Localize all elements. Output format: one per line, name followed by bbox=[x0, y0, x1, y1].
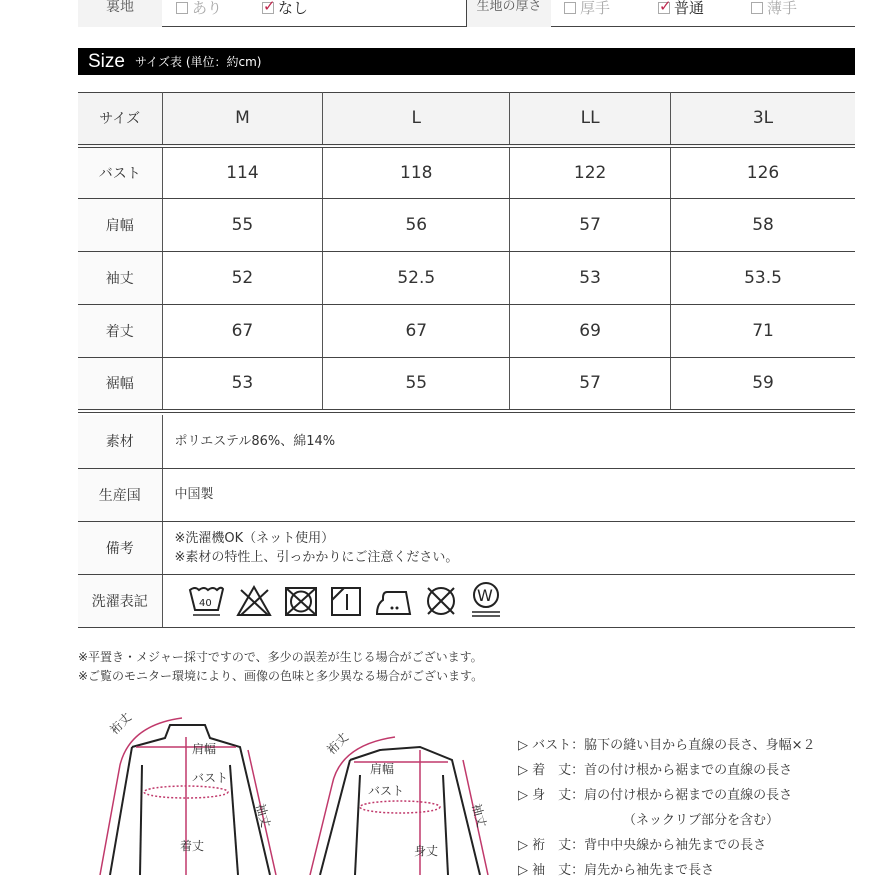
wash-40-icon bbox=[187, 584, 225, 618]
header-cell: 3L bbox=[671, 93, 855, 146]
table-row bbox=[78, 146, 855, 199]
table-cell: 58 bbox=[671, 199, 855, 252]
material-row bbox=[78, 415, 855, 468]
care-row bbox=[78, 574, 855, 627]
table-cell: 52.5 bbox=[323, 252, 510, 305]
table-row bbox=[78, 305, 855, 358]
iron-medium-icon bbox=[373, 584, 413, 618]
header-cell: サイズ bbox=[78, 93, 162, 146]
remark: ※洗濯機OK（ネット使用） bbox=[174, 530, 335, 546]
thickness-option-thin: 薄手 bbox=[751, 0, 797, 18]
table-cell: 126 bbox=[671, 146, 855, 199]
line-dry-shade-icon bbox=[329, 584, 363, 618]
table-row bbox=[78, 199, 855, 252]
label-mitake: 身丈 bbox=[414, 844, 439, 858]
info-table bbox=[78, 415, 855, 628]
material-value: ポリエステル86%、綿14% bbox=[162, 415, 855, 468]
table-cell: 55 bbox=[323, 358, 510, 411]
measurement-diagram bbox=[70, 705, 510, 875]
thickness-label: 生地の厚さ bbox=[467, 0, 551, 27]
header-cell: M bbox=[162, 93, 323, 146]
lining-label: 裏地 bbox=[78, 0, 162, 27]
care-label: 洗濯表記 bbox=[78, 574, 162, 627]
size-table bbox=[78, 92, 855, 413]
table-cell: 69 bbox=[510, 305, 671, 358]
table-cell: 122 bbox=[510, 146, 671, 199]
legend-item: ▷ 着 丈：首の付け根から裾までの直線の長さ bbox=[518, 763, 793, 778]
size-title: Size bbox=[88, 50, 125, 72]
table-header-row bbox=[78, 93, 855, 146]
remarks-row bbox=[78, 521, 855, 574]
legend-item: ▷ 身 丈：肩の付け根から裾までの直線の長さ bbox=[518, 788, 793, 803]
table-cell: 67 bbox=[323, 305, 510, 358]
no-bleach-icon bbox=[235, 584, 273, 618]
origin-value: 中国製 bbox=[162, 468, 855, 521]
table-cell: 57 bbox=[510, 358, 671, 411]
label-yuki-2: 裄丈 bbox=[324, 730, 352, 758]
row-label: 着丈 bbox=[78, 305, 162, 358]
row-label: 肩幅 bbox=[78, 199, 162, 252]
table-cell: 71 bbox=[671, 305, 855, 358]
size-section-header bbox=[78, 48, 855, 75]
table-cell: 53.5 bbox=[671, 252, 855, 305]
label-katahaba-2: 肩幅 bbox=[370, 762, 395, 776]
remarks-label: 備考 bbox=[78, 521, 162, 574]
table-cell: 59 bbox=[671, 358, 855, 411]
header-cell: L bbox=[323, 93, 510, 146]
table-cell: 114 bbox=[162, 146, 323, 199]
legend-item: ▷ 裄 丈：背中中央線から袖先までの長さ bbox=[518, 838, 767, 853]
label-bust-2: バスト bbox=[368, 784, 405, 798]
table-cell: 57 bbox=[510, 199, 671, 252]
table-cell: 67 bbox=[162, 305, 323, 358]
table-cell: 53 bbox=[510, 252, 671, 305]
table-cell: 55 bbox=[162, 199, 323, 252]
remark: ※素材の特性上、引っかかりにご注意ください。 bbox=[174, 549, 459, 565]
table-cell: 56 bbox=[323, 199, 510, 252]
lining-option-ari: あり bbox=[176, 0, 222, 18]
header-cell: LL bbox=[510, 93, 671, 146]
thickness-option-thick: 厚手 bbox=[564, 0, 610, 18]
lining-option-nashi: ✓ なし bbox=[262, 0, 308, 18]
wet-letter: W bbox=[476, 585, 493, 605]
row-label: 袖丈 bbox=[78, 252, 162, 305]
note: ※平置き・メジャー採寸ですので、多少の誤差が生じる場合がございます。 bbox=[78, 650, 483, 664]
table-cell: 53 bbox=[162, 358, 323, 411]
origin-label: 生産国 bbox=[78, 468, 162, 521]
note: ※ご覧のモニター環境により、画像の色味と多少異なる場合がございます。 bbox=[78, 669, 484, 683]
legend-item: ▷ バスト：脇下の縫い目から直線の長さ、身幅×２ bbox=[518, 738, 816, 753]
legend-item: （ネックリブ部分を含む） bbox=[623, 813, 780, 828]
origin-row bbox=[78, 468, 855, 521]
table-row bbox=[78, 252, 855, 305]
measurement-legend bbox=[518, 733, 816, 883]
label-sodetake: 袖丈 bbox=[253, 802, 273, 829]
label-yuki: 裄丈 bbox=[107, 710, 135, 738]
row-label: 裾幅 bbox=[78, 358, 162, 411]
lining-thickness-row bbox=[78, 0, 855, 27]
no-dry-clean-icon bbox=[423, 584, 459, 618]
thickness-option-normal: ✓ 普通 bbox=[658, 0, 704, 18]
size-subtitle: サイズ表 (単位：約cm) bbox=[134, 55, 262, 69]
wet-clean-icon bbox=[469, 581, 503, 621]
row-label: バスト bbox=[78, 146, 162, 199]
legend-item: ▷ 袖 丈：肩先から袖先まで長さ bbox=[518, 863, 715, 878]
notes bbox=[78, 648, 483, 686]
label-bust: バスト bbox=[192, 771, 229, 785]
material-label: 素材 bbox=[78, 415, 162, 468]
table-cell: 118 bbox=[323, 146, 510, 199]
sweater-outline bbox=[320, 747, 480, 875]
label-kitake: 着丈 bbox=[180, 839, 205, 853]
label-sodetake-2: 袖丈 bbox=[469, 802, 489, 829]
table-row bbox=[78, 358, 855, 411]
no-tumble-dry-icon bbox=[283, 584, 319, 618]
label-katahaba: 肩幅 bbox=[192, 742, 217, 756]
wash-temp: 40 bbox=[198, 597, 212, 609]
table-cell: 52 bbox=[162, 252, 323, 305]
